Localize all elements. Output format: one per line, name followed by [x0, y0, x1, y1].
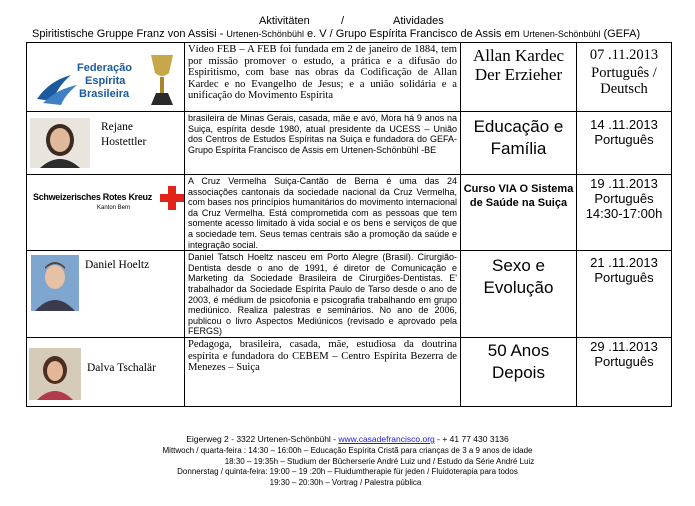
- row-language: Português: [594, 270, 654, 286]
- row-description: Pedagoga, brasileira, casada, mãe, estudiosa da doutrina espírita e fundadora do CEBEM – Centro Espírita Bezerra de Menezes – Suiça: [188, 338, 457, 374]
- row-description: brasileira de Minas Gerais, casada, mãe e avó, Mora há 9 anos na Suiça, espírita desde 1980, atual presidente da UCESS – União dos Centros de Estudos Espíritas na Suiça e fundadora do GEFA-Grupo Espírita Francisco de Assis em Urtenen-Schönbühl -BE: [188, 113, 457, 155]
- speaker-photo: [30, 118, 90, 168]
- table-row: [27, 175, 672, 251]
- row-language: Português: [594, 353, 654, 369]
- row-description: Vídeo FEB – A FEB foi fundada em 2 de janeiro de 1884, tem por missão promover o estudo, a prática e a difusão do Espiritismo, com base nas obras da Codificação de Allan Kardec e no Evangelho de Jesus; e a união solidária e a unificação do Movimento Espírita: [188, 44, 457, 102]
- speaker-cell: [27, 112, 185, 175]
- speaker-cell: [27, 251, 185, 338]
- row-date: 29 .11.2013: [590, 338, 658, 354]
- footer-address: Eigerweg 2 - 3322 Urtenen-Schönbühl - www.casadefrancisco.org - + 41 77 430 3136: [186, 434, 509, 444]
- speaker-name: Daniel Hoeltz: [85, 259, 150, 272]
- row-date: 07 .11.2013: [589, 47, 659, 63]
- row-language: Português: [594, 132, 654, 147]
- header-slash: /: [341, 15, 345, 27]
- row-date: 21 .11.2013: [590, 255, 658, 271]
- footer-schedule-thursday-2: 19:30 – 20:30h – Vortrag / Palestra pública: [269, 477, 422, 487]
- footer: [0, 434, 695, 488]
- footer-schedule-thursday: Donnerstag / quinta-feira: 19:00 – 19 :20h – Fluidumtherapie für jeden / Fluidoterapia para todos: [177, 467, 518, 476]
- row-date: 14 .11.2013: [590, 117, 658, 132]
- feb-logo: [27, 43, 185, 111]
- row-description: A Cruz Vermelha Suiça-Cantão de Berna é uma das 24 associações cantonais da sociedade nacional da Cruz Vermelha, com bases nos princípios humanitários do movimento internacional da Cruz Vermelha. Está comprometida com as pessoas que tem somente acesso limitado à vida social e os bens e serviços de que a sociedade tem. Seus temas centrais são a promoção da saúde e integração social.: [188, 176, 457, 250]
- row-title: Allan Kardec Der Erzieher: [472, 46, 565, 84]
- header-aktivitaeten: Aktivitäten: [259, 15, 310, 27]
- header-atividades: Atividades: [393, 15, 444, 27]
- row-title: Educação e Família: [473, 117, 564, 158]
- table-row: [27, 251, 672, 338]
- table-row: [27, 43, 672, 112]
- speaker-photo: [31, 255, 79, 311]
- speaker-cell: [27, 337, 185, 406]
- table-row: [27, 337, 672, 406]
- svg-text:Espírita: Espírita: [85, 75, 126, 87]
- speaker-photo: [29, 348, 81, 400]
- row-title: Curso VIA O Sistema de Saúde na Suiça: [463, 183, 574, 209]
- table-row: [27, 112, 672, 175]
- row-title: Sexo e Evolução: [483, 256, 554, 298]
- red-cross-icon: [159, 185, 185, 211]
- row-description: Daniel Tatsch Hoeltz nasceu em Porto Alegre (Brasil). Cirurgião-Dentista desde o ano de 1991, é diretor de Comunicação e Marketing da Sociedade Brasileira de Cirurgiões-Dentistas. E' trabalhador da Sociedade Espírita Paulo de Tarso desde o ano de 2003, é médium de psicofonia e psicografia trabalhando em grupo mediúnico. Realiza palestras e seminários. No ano de 2006, publicou o livro Aspectos Mediúnicos (revisado e aprovado pela FERGS): [188, 252, 457, 337]
- trophy-icon: [145, 53, 179, 105]
- row-time: 14:30-17:00h: [585, 206, 663, 221]
- schedule-table: [26, 42, 672, 407]
- svg-text:Federação: Federação: [77, 62, 133, 74]
- header-group-name: Spiritistische Gruppe Franz von Assisi - Urtenen-Schönbühl e. V / Grupo Espírita Francisco de Assis em Urtenen-Schönbühl (GEFA): [32, 28, 641, 40]
- red-cross-name: Schweizerisches Rotes Kreuz: [33, 192, 152, 202]
- footer-schedule-wednesday: Mittwoch / quarta-feira : 14:30 – 16:00h – Educação Espírita Cristã para crianças de 3 a 9 anos de idade: [162, 446, 533, 455]
- footer-schedule-wednesday-2: 18:30 – 19:35h – Studium der Bücherserie André Luiz und / Estudo da Série André Luiz: [224, 456, 535, 466]
- row-title: 50 Anos Depois: [487, 340, 550, 382]
- red-cross-logo-cell: [27, 175, 185, 251]
- speaker-name: Dalva Tschalär: [87, 361, 156, 374]
- row-language: Português / Deutsch: [591, 65, 657, 97]
- speaker-name: Rejane Hostettler: [101, 121, 147, 148]
- red-cross-canton: Kanton Bern: [97, 205, 131, 211]
- feb-logo-cell: [27, 43, 185, 112]
- row-language: Português: [594, 191, 654, 206]
- header-activities: [0, 15, 695, 29]
- website-link[interactable]: www.casadefrancisco.org: [338, 434, 435, 444]
- row-date: 19 .11.2013: [590, 176, 658, 191]
- svg-text:Brasileira: Brasileira: [79, 88, 130, 100]
